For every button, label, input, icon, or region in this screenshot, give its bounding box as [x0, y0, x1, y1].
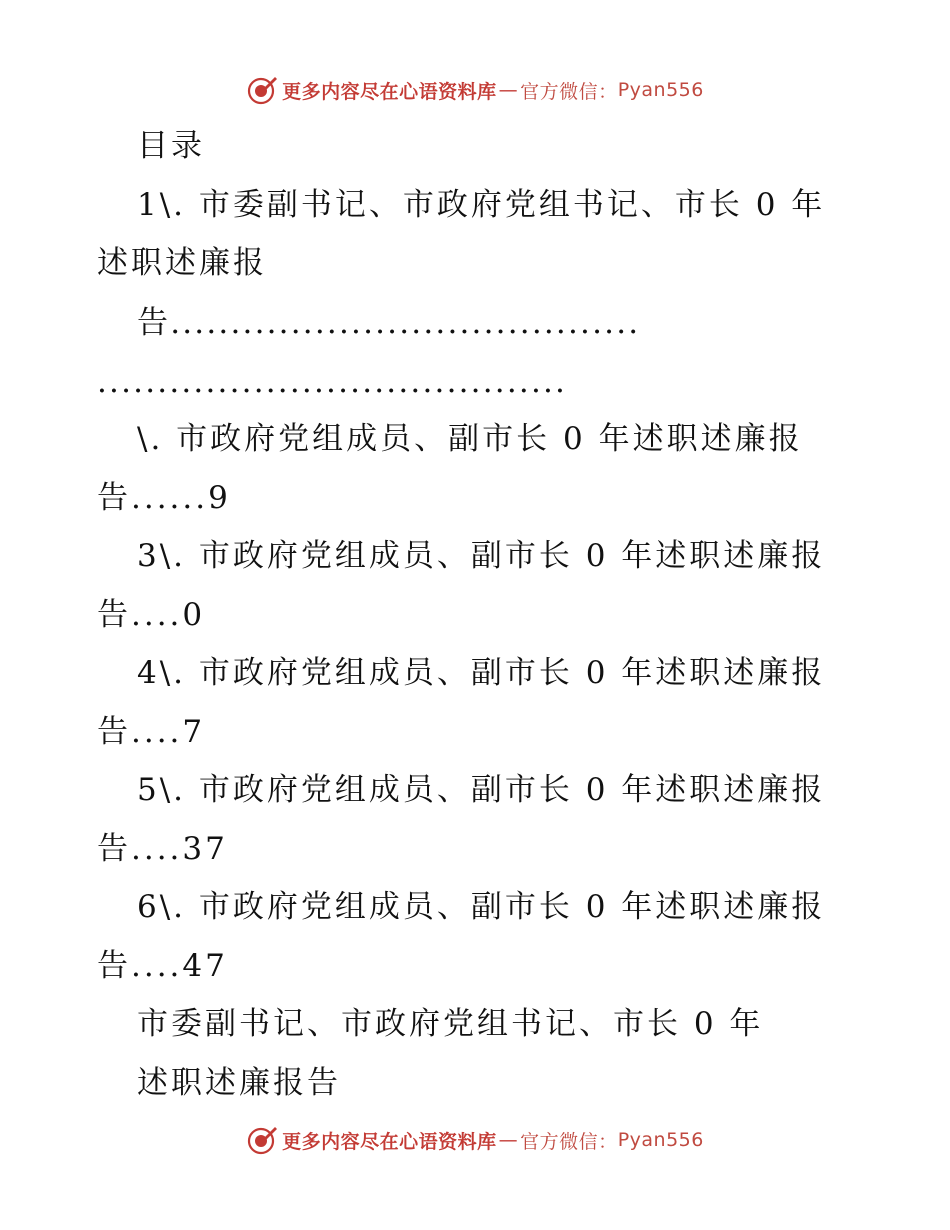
banner-main-text: 更多内容尽在心语资料库	[282, 80, 497, 103]
pen-logo-icon	[246, 74, 278, 106]
toc-entry-3-line-2: 告....0	[97, 597, 206, 633]
toc-entry-5-line-1: 5\. 市政府党组成员、副市长 0 年述职述廉报	[137, 772, 826, 808]
banner-wechat-label: 官方微信：	[520, 80, 618, 103]
toc-entry-3-line-1: 3\. 市政府党组成员、副市长 0 年述职述廉报	[137, 538, 826, 574]
toc-entry-1-line-3: 告.......................................	[137, 305, 641, 341]
toc-entry-1-line-4: .......................................	[97, 364, 568, 400]
toc-entry-4-line-1: 4\. 市政府党组成员、副市长 0 年述职述廉报	[137, 655, 826, 691]
toc-entry-6-line-1: 6\. 市政府党组成员、副市长 0 年述职述廉报	[137, 889, 826, 925]
report-heading-line-1: 市委副书记、市政府党组书记、市长 0 年	[137, 1006, 764, 1042]
toc-entry-6-line-2: 告....47	[97, 948, 228, 984]
toc-entry-2-line-1: \. 市政府党组成员、副市长 0 年述职述廉报	[137, 421, 803, 457]
banner-wechat-id: Pyan556	[617, 1129, 704, 1151]
footer-banner	[0, 1122, 950, 1158]
header-banner	[0, 72, 950, 108]
banner-main-text: 更多内容尽在心语资料库	[282, 1130, 497, 1153]
banner-dash: —	[498, 79, 519, 101]
banner-wechat-id: Pyan556	[617, 79, 704, 101]
toc-entry-1-line-2: 述职述廉报	[97, 245, 267, 281]
toc-entry-5-line-2: 告....37	[97, 831, 228, 867]
toc-title: 目录	[137, 128, 205, 164]
toc-entry-4-line-2: 告....7	[97, 714, 206, 750]
banner-dash: —	[498, 1129, 519, 1151]
report-heading-line-2: 述职述廉报告	[137, 1065, 341, 1101]
toc-entry-1-line-1: 1\. 市委副书记、市政府党组书记、市长 0 年	[137, 187, 826, 223]
pen-logo-icon	[246, 1124, 278, 1156]
banner-wechat-label: 官方微信：	[520, 1130, 618, 1153]
toc-entry-2-line-2: 告......9	[97, 480, 231, 516]
